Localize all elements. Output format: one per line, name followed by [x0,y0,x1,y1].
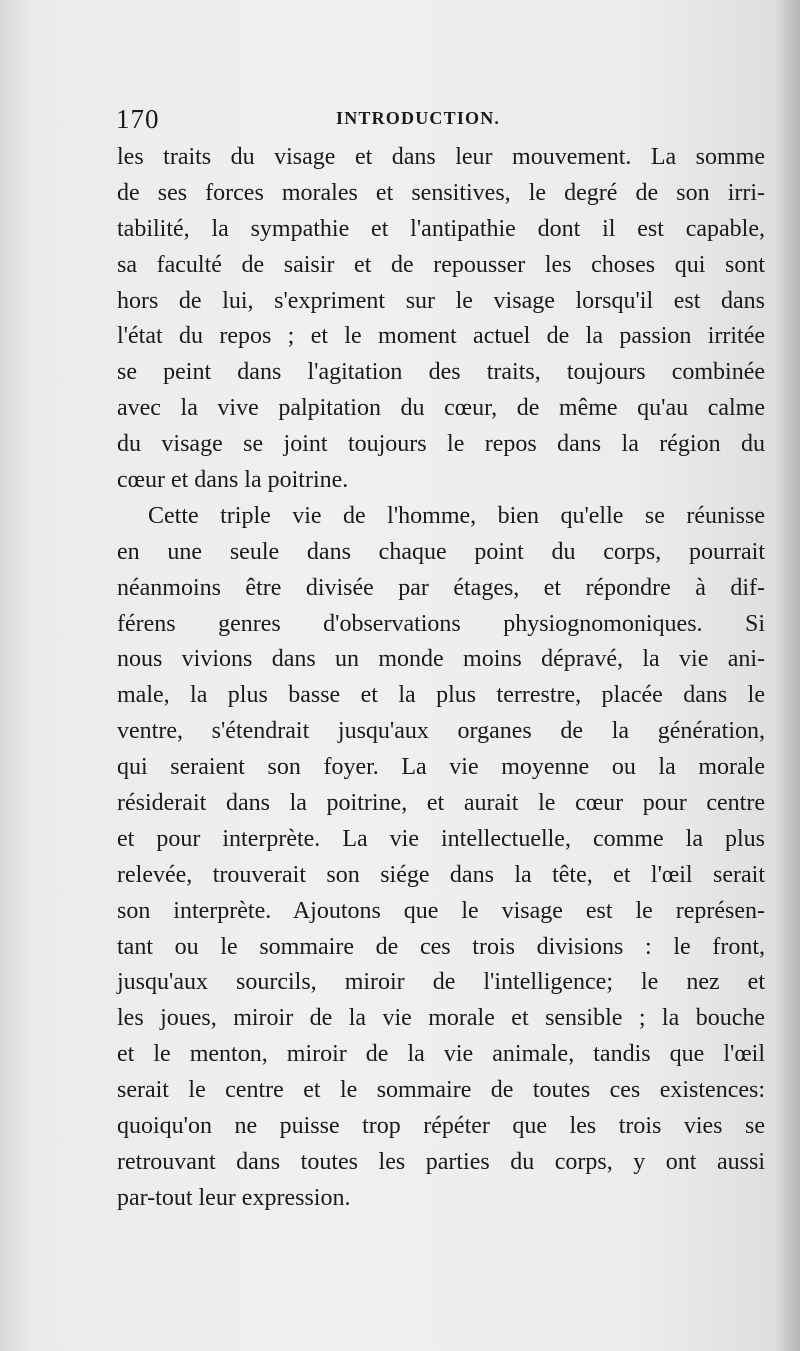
text-line: et pour interprète. La vie intellectuelle, comme la plus [117,825,765,852]
text-line: quoiqu'on ne puisse trop répéter que les trois vies se [117,1113,765,1140]
page-edge-shadow [774,0,800,1351]
text-line: par-tout leur expression. [117,1184,351,1211]
text-line: néanmoins être divisée par étages, et répondre à dif- [117,574,765,601]
text-line: les joues, miroir de la vie morale et sensible ; la bouche [117,1005,765,1032]
text-line: hors de lui, s'expriment sur le visage lorsqu'il est dans [117,287,765,314]
text-line: jusqu'aux sourcils, miroir de l'intelligence; le nez et [117,969,765,996]
text-line: nous vivions dans un monde moins dépravé, la vie ani- [117,646,765,673]
text-line: résiderait dans la poitrine, et aurait le cœur pour centre [117,790,765,817]
text-line: avec la vive palpitation du cœur, de même qu'au calme [117,395,765,422]
text-line: de ses forces morales et sensitives, le degré de son irri- [117,179,765,206]
text-line: se peint dans l'agitation des traits, toujours combinée [117,359,765,386]
text-line: en une seule dans chaque point du corps, pourrait [117,538,765,565]
running-head [116,104,766,138]
body-text [117,140,765,1217]
text-line: cœur et dans la poitrine. [117,467,349,494]
text-line: tabilité, la sympathie et l'antipathie dont il est capable, [117,215,765,242]
text-line: serait le centre et le sommaire de toutes ces existences: [117,1077,765,1104]
text-line: l'état du repos ; et le moment actuel de la passion irritée [117,323,765,350]
text-line: et le menton, miroir de la vie animale, tandis que l'œil [117,1041,765,1068]
text-line: du visage se joint toujours le repos dans la région du [117,431,765,458]
text-line: férens genres d'observations physiognomoniques. Si [117,610,765,637]
text-line: son interprète. Ajoutons que le visage est le représen- [117,897,765,924]
page-number: 170 [116,104,160,134]
text-line: les traits du visage et dans leur mouvement. La somme [117,144,765,170]
section-title: INTRODUCTION. [336,108,501,128]
text-line: sa faculté de saisir et de repousser les choses qui sont [117,251,765,278]
text-line: Cette triple vie de l'homme, bien qu'elle se réunisse [148,502,765,529]
text-line: ventre, s'étendrait jusqu'aux organes de la génération, [117,718,765,745]
text-line: tant ou le sommaire de ces trois divisions : le front, [117,933,765,960]
text-line: qui seraient son foyer. La vie moyenne ou la morale [117,754,765,781]
text-line: relevée, trouverait son siége dans la tête, et l'œil serait [117,861,765,888]
text-line: retrouvant dans toutes les parties du corps, y ont aussi [117,1148,765,1175]
text-line: male, la plus basse et la plus terrestre, placée dans le [117,682,765,709]
